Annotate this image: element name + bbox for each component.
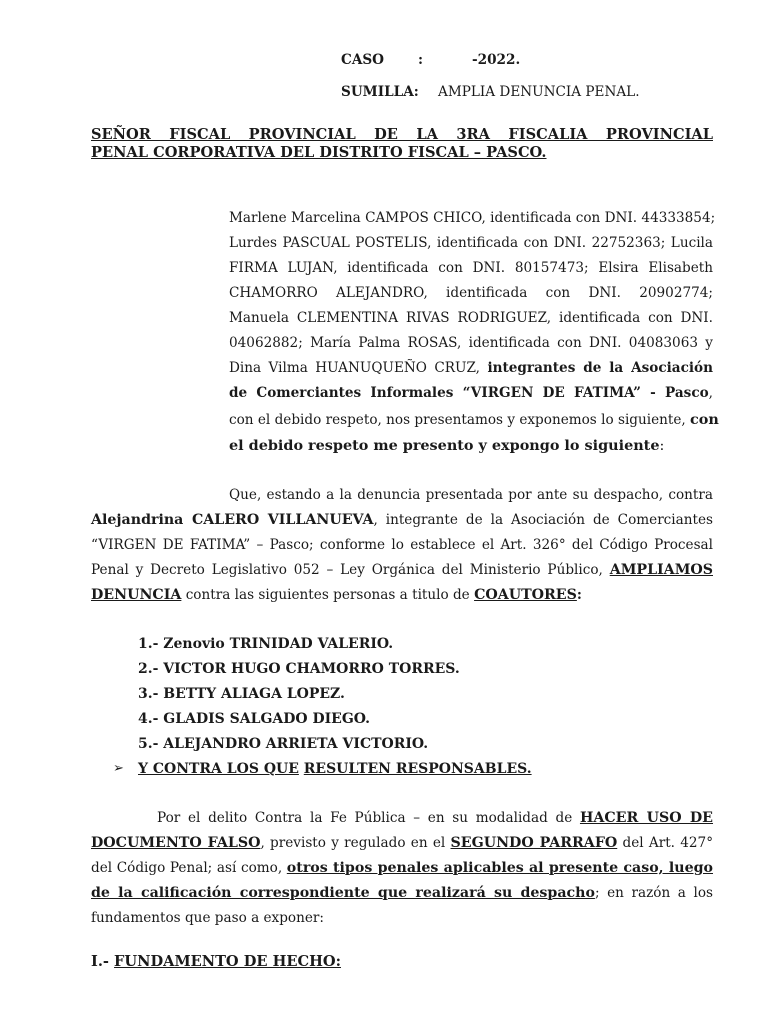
intro-line-10-end: :	[659, 438, 665, 454]
addressee-line-1: SEÑOR FISCAL PROVINCIAL DE LA 3RA FISCALIA PROVINCIAL	[91, 126, 713, 143]
intro-line-2: Lurdes PASCUAL POSTELIS, identificada con DNI. 22752363; Lucila	[229, 235, 713, 251]
intro-line-9	[229, 411, 719, 428]
body1-line-2-text: , integrante de la Asociación de Comerciantes	[373, 512, 713, 528]
body2-line-4-bold: de la calificación correspondiente que realizará su despacho	[91, 885, 595, 901]
section-title: FUNDAMENTO DE HECHO:	[114, 953, 341, 970]
body2-line-4	[91, 885, 713, 901]
intro-line-5: Manuela CLEMENTINA RIVAS RODRIGUEZ, identificada con DNI.	[229, 310, 713, 326]
body2-line-4-text: ; en razón a los	[594, 885, 713, 901]
intro-line-9-bold: con	[690, 411, 719, 428]
intro-line-7	[229, 360, 713, 376]
body2-line-2-text-2: del Art. 427°	[617, 835, 714, 851]
intro-line-9-text: con el debido respeto, nos presentamos y exponemos lo siguiente,	[229, 412, 691, 428]
body2-line-2-bold-2: SEGUNDO PARRAFO	[450, 835, 618, 851]
body2-line-1-bold: HACER USO DE	[579, 810, 713, 826]
body2-line-1	[157, 810, 713, 826]
bullet-text	[138, 761, 532, 777]
caso-label: CASO	[341, 52, 385, 68]
intro-line-7-text: Dina Vilma HUANUQUEÑO CRUZ,	[229, 360, 488, 376]
caso-value: -2022.	[472, 52, 521, 68]
body2-line-3	[91, 860, 713, 876]
bullet-text-part-1: Y CONTRA LOS QUE	[138, 761, 299, 777]
body2-line-3-text: del Código Penal; así como,	[91, 860, 287, 876]
body2-line-2-text-1: , previsto y regulado en el	[260, 835, 451, 851]
bullet-text-part-2: RESULTEN RESPONSABLES.	[303, 761, 532, 777]
body1-line-4	[91, 562, 713, 578]
body2-line-2	[91, 835, 713, 851]
body1-line-5-bold-2: COAUTORES	[474, 587, 577, 603]
accused-item-5: 5.- ALEJANDRO ARRIETA VICTORIO.	[138, 736, 429, 752]
body1-line-4-text: Penal y Decreto Legislativo 052 – Ley Orgánica del Ministerio Público,	[91, 562, 610, 578]
section-heading	[91, 953, 341, 970]
body2-line-3-bold: otros tipos penales aplicables al presente caso, luego	[286, 860, 713, 876]
intro-line-8	[229, 385, 713, 401]
intro-line-4: CHAMORRO ALEJANDRO, identificada con DNI. 20902774;	[229, 285, 713, 301]
section-number: I.-	[91, 953, 115, 970]
intro-line-8-end: ,	[708, 385, 713, 401]
intro-line-3: FIRMA LUJAN, identificada con DNI. 80157473; Elsira Elisabeth	[229, 260, 713, 276]
body1-line-4-bold: AMPLIAMOS	[609, 562, 713, 578]
intro-line-10-bold: el debido respeto me presento y expongo lo siguiente	[229, 437, 660, 454]
accused-item-4: 4.- GLADIS SALGADO DIEGO.	[138, 711, 371, 727]
arrow-bullet-icon: ➢	[113, 761, 124, 776]
body1-line-5-bold-1: DENUNCIA	[91, 587, 182, 603]
body2-line-1-text: Por el delito Contra la Fe Pública – en su modalidad de	[157, 810, 580, 826]
body1-line-5-end: :	[576, 587, 582, 603]
accused-item-1: 1.- Zenovio TRINIDAD VALERIO.	[138, 636, 394, 652]
intro-line-6: 04062882; María Palma ROSAS, identificada con DNI. 04083063 y	[229, 335, 713, 351]
intro-line-8-bold: de Comerciantes Informales “VIRGEN DE FATIMA” - Pasco	[229, 385, 709, 401]
body1-line-2	[91, 512, 713, 528]
accused-item-3: 3.- BETTY ALIAGA LOPEZ.	[138, 686, 345, 702]
body1-line-3: “VIRGEN DE FATIMA” – Pasco; conforme lo establece el Art. 326° del Código Procesal	[91, 537, 713, 553]
body1-line-5-text: contra las siguientes personas a titulo de	[181, 587, 475, 603]
intro-line-7-bold: integrantes de la Asociación	[487, 360, 713, 376]
sumilla-label: SUMILLA:	[341, 84, 419, 100]
caso-separator: :	[418, 52, 424, 68]
addressee-line-2: PENAL CORPORATIVA DEL DISTRITO FISCAL – PASCO.	[91, 144, 547, 161]
accused-item-2: 2.- VICTOR HUGO CHAMORRO TORRES.	[138, 661, 460, 677]
body1-line-1: Que, estando a la denuncia presentada por ante su despacho, contra	[229, 487, 713, 503]
intro-line-1: Marlene Marcelina CAMPOS CHICO, identificada con DNI. 44333854;	[229, 210, 716, 226]
body1-line-2-bold: Alejandrina CALERO VILLANUEVA	[91, 512, 374, 528]
body2-line-5: fundamentos que paso a exponer:	[91, 910, 324, 926]
body1-line-5	[91, 587, 582, 603]
intro-line-10	[229, 437, 664, 454]
sumilla-value: AMPLIA DENUNCIA PENAL.	[438, 84, 640, 100]
body2-line-2-bold-1: DOCUMENTO FALSO	[91, 835, 261, 851]
